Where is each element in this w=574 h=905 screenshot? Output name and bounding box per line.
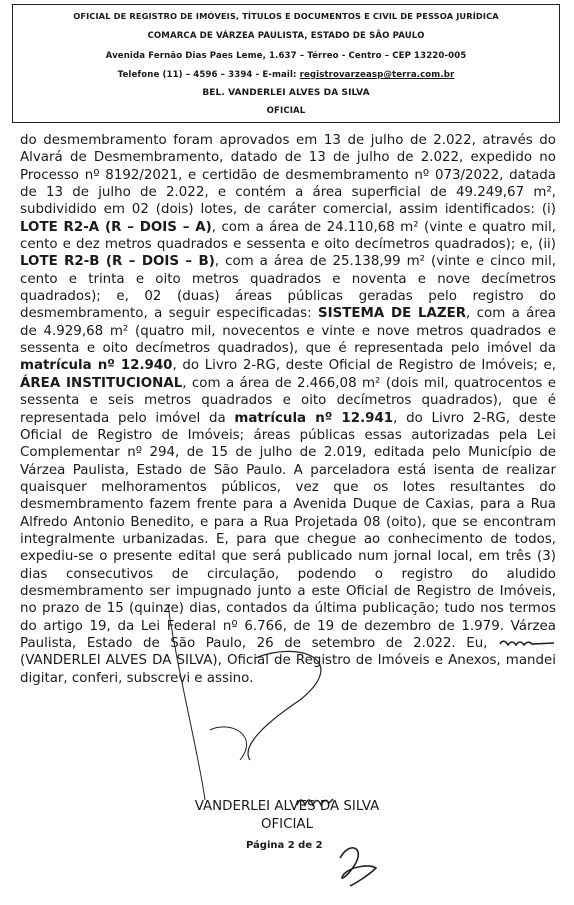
inline-signature-mark (498, 637, 556, 649)
body-text-segment: , com a área de 25.138,99 m² (vinte e cinco mil, cento e trinta e oito metros quadrados e noventa e nove decímetros quadrados); e, 02 (duas) áreas públicas geradas pelo registro do desmembramento, a seguir especificadas: (20, 254, 556, 322)
letterhead (12, 4, 560, 123)
signatory-title: OFICIAL (260, 817, 314, 832)
letterhead-address: Avenida Fernão Dias Paes Leme, 1.637 – Térreo - Centro – CEP 13220-005 (105, 51, 467, 61)
page-number: Página 2 de 2 (246, 840, 323, 851)
letterhead-officer-name: BEL. VANDERLEI ALVES DA SILVA (202, 88, 370, 98)
body-text-segment: do desmembramento foram aprovados em 13 de julho de 2.022, através do Alvará de Desmembramento, datado de 13 de julho de 2.022, expedido no Processo nº 8192/2021, e certidão de desmembramento nº 073/2022, datada de 13 de julho de 2.022, e contém a área superficial de 49.249,67 m², subdividido em 02 (dois) lotes, de caráter comercial, assim identificados: (i) (20, 133, 556, 218)
letterhead-comarca: COMARCA DE VÁRZEA PAULISTA, ESTADO DE SÃO PAULO (147, 31, 425, 41)
body-text-segment: , com a área de 2.466,08 m² (dois mil, quatrocentos e sessenta e seis metros quadrados e oito decímetros quadrados), que é representada pelo imóvel da (20, 375, 556, 426)
lote-r2a-label: LOTE R2-A (R – DOIS – A) (20, 219, 212, 235)
letterhead-contact (13, 70, 559, 80)
body-text-segment: , com a área de 24.110,68 m² (vinte e quatro mil, cento e dez metros quadrados e sessenta e oito decímetros quadrados); e, (ii) (20, 219, 556, 253)
body-text-segment: , com a área de 4.929,68 m² (quatro mil, novecentos e vinte e nove metros quadrados e sessenta e oito decímetros quadrados), que é representada pelo imóvel da (20, 306, 556, 357)
matricula-12941-label: matrícula nº 12.941 (234, 410, 394, 426)
matricula-12940-label: matrícula nº 12.940 (20, 358, 173, 374)
letterhead-registry-name: OFICIAL DE REGISTRO DE IMÓVEIS, TÍTULOS E DOCUMENTOS E CIVIL DE PESSOA JURÍDICA (73, 11, 499, 21)
body-text-segment: , do Livro 2-RG, deste Oficial de Registro de Imóveis; áreas públicas essas autorizadas pela Lei Complementar nº 294, de 15 de julho de 2.019, editada pelo Município de Várzea Paulista, Estado de São Paulo. A parceladora está isenta de realizar quaisquer melhoramentos públicos, vez que os lotes resultantes do desmembramento fazem frente para a Avenida Duque de Caxias, para a Rua Alfredo Antonio Benedito, e para a Rua Projetada 08 (oito), que se encontram integralmente urbanizadas. E, para que chegue ao conhecimento de todos, expediu-se o presente edital que será publicado num jornal local, em três (3) dias consecutivos de circulação, podendo o registro do aludido desmembramento ser impugnado junto a este Oficial de Registro de Imóveis, no prazo de 15 (quinze) dias, contados da última publicação; tudo nos termos do artigo 19, da Lei Federal nº 6.766, de 19 de dezembro de 1.979. Várzea Paulista, Estado de São Paulo, 26 de setembro de 2.022. Eu, (20, 410, 556, 651)
letterhead-email-link[interactable]: registrovarzeasp@terra.com.br (299, 70, 455, 80)
edital-body-text (20, 132, 556, 687)
handwritten-initials (330, 838, 385, 893)
signatory-name: VANDERLEI ALVES DA SILVA (194, 799, 380, 814)
body-text-segment: (VANDERLEI ALVES DA SILVA), Oficial de Registro de Imóveis e Anexos, mandei digitar, conferi, subscrevi e assino. (20, 653, 556, 686)
body-text-segment: , do Livro 2-RG, deste Oficial de Registro de Imóveis; e, (172, 358, 556, 374)
lote-r2b-label: LOTE R2-B (R – DOIS – B) (20, 254, 215, 270)
letterhead-officer-title: OFICIAL (266, 106, 306, 116)
area-institucional-label: ÁREA INSTITUCIONAL (20, 375, 183, 391)
letterhead-phone: Telefone (11) – 4596 – 3394 - E-mail: (117, 70, 300, 80)
sistema-de-lazer-label: SISTEMA DE LAZER (317, 306, 467, 322)
